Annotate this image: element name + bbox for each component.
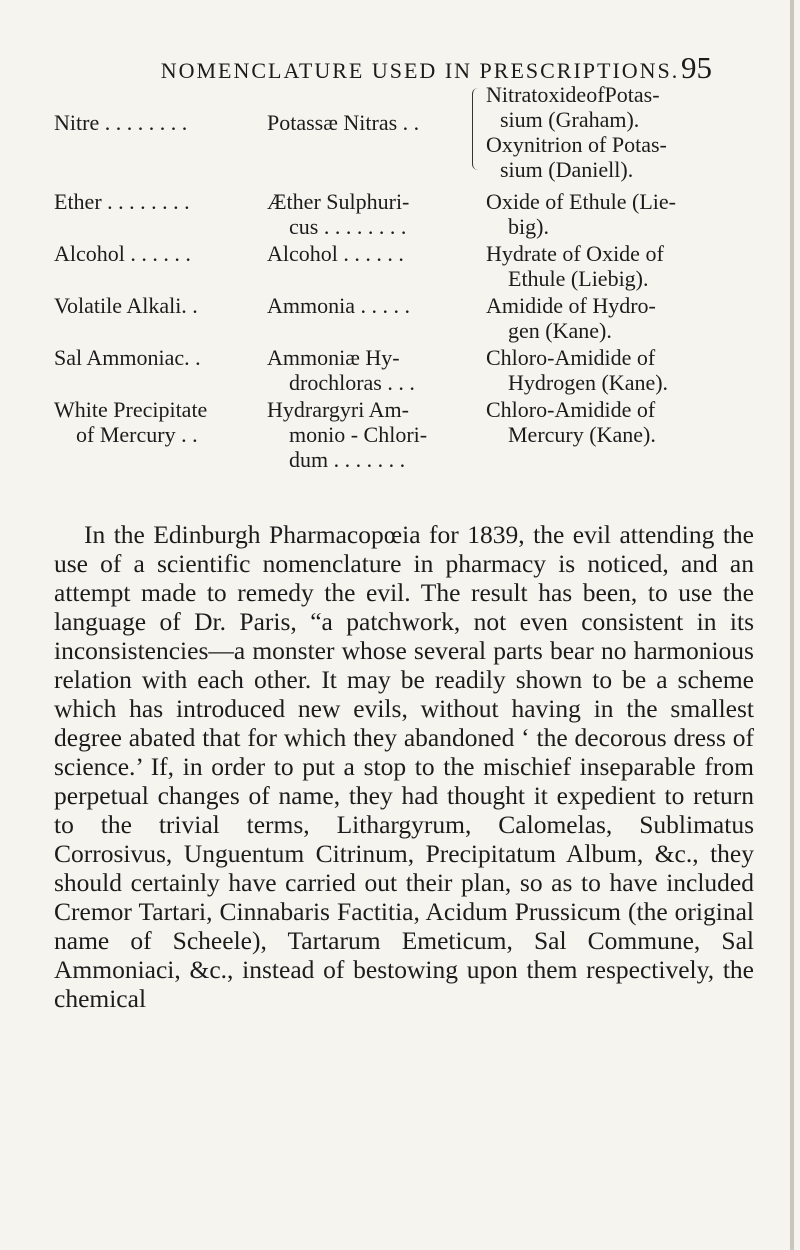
table-cell-common-name: Sal Ammoniac. .	[54, 345, 201, 370]
table-row	[54, 189, 754, 241]
cell-line: NitratoxideofPotas-	[486, 82, 660, 107]
brace	[472, 88, 481, 170]
table-cell-officinal-name	[267, 345, 477, 395]
cell-line: cus . . . . . . . .	[289, 214, 407, 239]
table-cell-chemical-name	[486, 82, 756, 182]
body-paragraph	[54, 520, 754, 1013]
cell-line: Æther Sulphuri-	[267, 189, 410, 214]
table-cell-common-name	[54, 397, 254, 447]
cell-line: Ammoniæ Hy-	[267, 345, 400, 370]
table-cell-chemical-name	[486, 189, 756, 239]
cell-line: Hydrargyri Am-	[267, 397, 409, 422]
cell-line: monio - Chlori-	[289, 422, 428, 447]
page-edge	[790, 0, 794, 1250]
paragraph-text: In the Edinburgh Pharmacopœia for 1839, the evil attending the use of a scientific nomenclature in pharmacy is noticed, and an attempt made to remedy the evil. The result has been, to use the language of Dr. Paris, “a patchwork, not even consistent in its inconsistencies—a monster whose several parts bear no harmonious relation with each other. It may be readily shown to be a scheme which has introduced new evils, without having in the smallest degree abated that for which they abandoned ‘ the decorous dress of science.’ If, in order to put a stop to the mischief inseparable from perpetual changes of name, they had thought it expedient to return to the trivial terms, Lithargyrum, Calomelas, Sublimatus Corrosivus, Unguentum Citrinum, Precipitatum Album, &c., they should certainly have carried out their plan, so as to have included Cremor Tartari, Cinnabaris Factitia, Acidum Prussicum (the original name of Scheele), Tartarum Emeticum, Sal Commune, Sal Ammoniaci, &c., instead of bestowing upon them respectively, the chemical	[54, 520, 754, 1013]
table-cell-officinal-name	[267, 397, 477, 472]
table-cell-common-name: Nitre . . . . . . . .	[54, 110, 188, 135]
cell-line: sium (Graham).	[500, 107, 640, 132]
cell-line: sium (Daniell).	[500, 157, 634, 182]
table-cell-officinal-name: Alcohol . . . . . .	[267, 241, 404, 266]
table-row	[54, 345, 754, 397]
table-cell-chemical-name	[486, 293, 756, 343]
running-head: NOMENCLATURE USED IN PRESCRIPTIONS.	[160, 58, 680, 83]
cell-line: dum . . . . . . .	[289, 447, 406, 472]
cell-line: White Precipitate	[54, 397, 208, 422]
table-cell-chemical-name	[486, 345, 756, 395]
page-number: 95	[681, 50, 712, 85]
cell-line: of Mercury . .	[76, 422, 198, 447]
table-cell-officinal-name: Ammonia . . . . .	[267, 293, 410, 318]
nomenclature-table	[54, 82, 754, 477]
cell-line: Hydrogen (Kane).	[508, 370, 669, 395]
table-cell-common-name: Volatile Alkali. .	[54, 293, 198, 318]
table-cell-officinal-name: Potassæ Nitras . .	[267, 110, 420, 135]
cell-line: Amidide of Hydro-	[486, 293, 656, 318]
cell-line: Ethule (Liebig).	[508, 266, 649, 291]
cell-line: Chloro-Amidide of	[486, 397, 656, 422]
table-cell-officinal-name	[267, 189, 477, 239]
cell-line: gen (Kane).	[508, 318, 612, 343]
cell-line: Chloro-Amidide of	[486, 345, 656, 370]
table-row	[54, 293, 754, 345]
table-cell-chemical-name	[486, 397, 756, 447]
cell-line: Oxynitrion of Potas-	[486, 132, 667, 157]
table-row	[54, 241, 754, 293]
table-row	[54, 397, 754, 477]
cell-line: Mercury (Kane).	[508, 422, 656, 447]
table-row	[54, 82, 754, 189]
cell-line: Oxide of Ethule (Lie-	[486, 189, 676, 214]
table-cell-common-name: Ether . . . . . . . .	[54, 189, 190, 214]
cell-line: drochloras . . .	[289, 370, 415, 395]
table-cell-chemical-name	[486, 241, 756, 291]
table-cell-common-name: Alcohol . . . . . .	[54, 241, 191, 266]
cell-line: Hydrate of Oxide of	[486, 241, 664, 266]
cell-line: big).	[508, 214, 549, 239]
